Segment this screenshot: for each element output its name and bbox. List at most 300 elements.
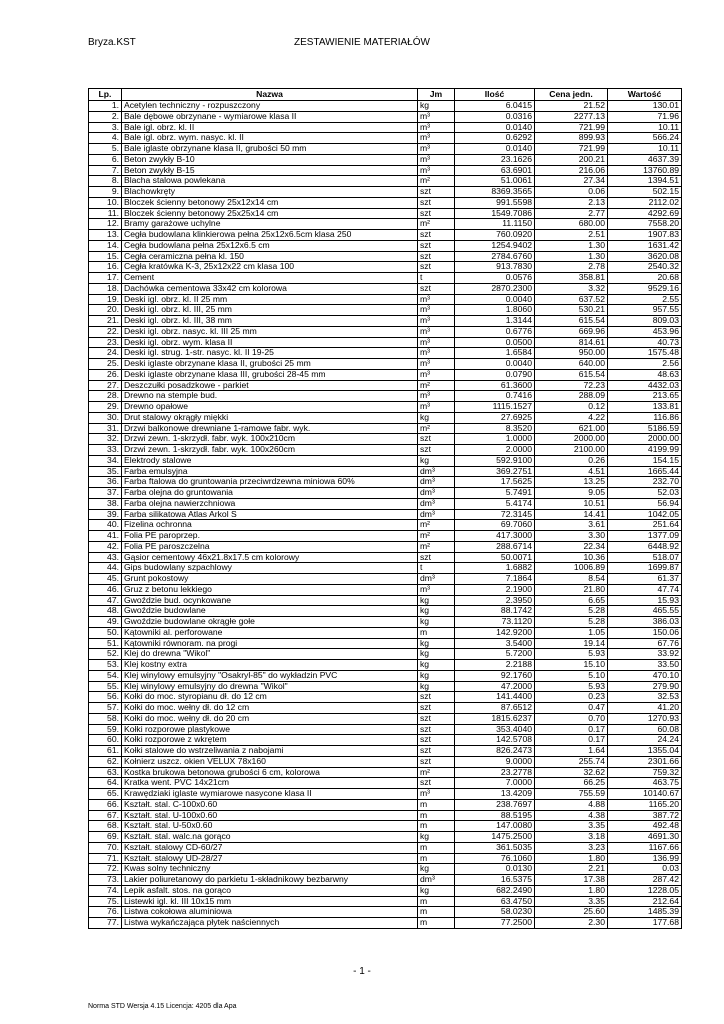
- cell-wartosc: 33.92: [608, 649, 682, 660]
- cell-ilosc: 0.0576: [455, 273, 535, 284]
- cell-cena: 1.80: [535, 853, 608, 864]
- cell-cena: 899.93: [535, 133, 608, 144]
- cell-lp: 16.: [89, 262, 122, 273]
- cell-nazwa: Elektrody stalowe: [122, 455, 418, 466]
- cell-cena: 3.23: [535, 842, 608, 853]
- cell-wartosc: 213.65: [608, 391, 682, 402]
- cell-jm: m: [418, 821, 455, 832]
- cell-ilosc: 58.0230: [455, 907, 535, 918]
- cell-nazwa: Cegła kratówka K-3, 25x12x22 cm klasa 100: [122, 262, 418, 273]
- cell-nazwa: Dachówka cementowa 33x42 cm kolorowa: [122, 283, 418, 294]
- cell-nazwa: Kształt. stal. walc.na gorąco: [122, 832, 418, 843]
- cell-lp: 66.: [89, 799, 122, 810]
- cell-nazwa: Acetylen techniczny - rozpuszczony: [122, 101, 418, 112]
- cell-cena: 22.34: [535, 541, 608, 552]
- cell-ilosc: 682.2490: [455, 885, 535, 896]
- cell-ilosc: 1475.2500: [455, 832, 535, 843]
- cell-cena: 216.06: [535, 165, 608, 176]
- cell-lp: 71.: [89, 853, 122, 864]
- cell-ilosc: 87.6512: [455, 703, 535, 714]
- cell-jm: szt: [418, 230, 455, 241]
- cell-ilosc: 51.0061: [455, 176, 535, 187]
- cell-nazwa: Listwa wykańczająca płytek naściennych: [122, 918, 418, 929]
- cell-cena: 2.13: [535, 197, 608, 208]
- cell-jm: kg: [418, 681, 455, 692]
- cell-ilosc: 0.0130: [455, 864, 535, 875]
- cell-ilosc: 63.6901: [455, 165, 535, 176]
- table-row: [89, 165, 682, 176]
- header-file-name: Bryza.KST: [88, 37, 136, 48]
- cell-nazwa: Cegła budowlana klinkierowa pełna 25x12x6.5cm klasa 250: [122, 230, 418, 241]
- cell-lp: 62.: [89, 756, 122, 767]
- cell-wartosc: 20.68: [608, 273, 682, 284]
- cell-jm: m³: [418, 165, 455, 176]
- cell-lp: 4.: [89, 133, 122, 144]
- cell-ilosc: 2784.6760: [455, 251, 535, 262]
- cell-ilosc: 73.1120: [455, 617, 535, 628]
- table-row: [89, 230, 682, 241]
- cell-nazwa: Lakier poliuretanowy do parkietu 1-składnikowy bezbarwny: [122, 875, 418, 886]
- cell-nazwa: Klej winylowy emulsyjny do drewna "Wikol": [122, 681, 418, 692]
- cell-ilosc: 238.7697: [455, 799, 535, 810]
- cell-nazwa: Kołki stalowe do wstrzeliwania z nabojami: [122, 746, 418, 757]
- cell-cena: 0.12: [535, 402, 608, 413]
- cell-cena: 2000.00: [535, 434, 608, 445]
- cell-wartosc: 10.11: [608, 144, 682, 155]
- table-row: [89, 133, 682, 144]
- cell-lp: 14.: [89, 240, 122, 251]
- cell-lp: 19.: [89, 294, 122, 305]
- cell-lp: 7.: [89, 165, 122, 176]
- cell-ilosc: 13.4209: [455, 789, 535, 800]
- cell-cena: 950.00: [535, 348, 608, 359]
- cell-lp: 43.: [89, 552, 122, 563]
- cell-cena: 66.25: [535, 778, 608, 789]
- cell-ilosc: 0.0040: [455, 294, 535, 305]
- table-row: [89, 176, 682, 187]
- cell-nazwa: Deski igl. obrz. wym. klasa II: [122, 337, 418, 348]
- cell-nazwa: Bale dębowe obrzynane - wymiarowe klasa II: [122, 111, 418, 122]
- cell-cena: 1.80: [535, 885, 608, 896]
- cell-ilosc: 1.6882: [455, 563, 535, 574]
- cell-nazwa: Bloczek ścienny betonowy 25x25x14 cm: [122, 208, 418, 219]
- cell-cena: 2100.00: [535, 445, 608, 456]
- cell-lp: 33.: [89, 445, 122, 456]
- cell-ilosc: 88.1742: [455, 606, 535, 617]
- table-row: [89, 821, 682, 832]
- table-row: [89, 552, 682, 563]
- cell-lp: 26.: [89, 369, 122, 380]
- cell-jm: m³: [418, 294, 455, 305]
- cell-wartosc: 463.75: [608, 778, 682, 789]
- cell-nazwa: Kołnierz uszcz. okien VELUX 78x160: [122, 756, 418, 767]
- col-header-nazwa: Nazwa: [122, 89, 418, 101]
- cell-wartosc: 1907.83: [608, 230, 682, 241]
- cell-jm: kg: [418, 455, 455, 466]
- table-row: [89, 842, 682, 853]
- cell-nazwa: Listewki igl. kl. III 10x15 mm: [122, 896, 418, 907]
- cell-nazwa: Deski iglaste obrzynane klasa III, grubości 28-45 mm: [122, 369, 418, 380]
- cell-ilosc: 23.2778: [455, 767, 535, 778]
- cell-ilosc: 11.1150: [455, 219, 535, 230]
- cell-cena: 755.59: [535, 789, 608, 800]
- cell-wartosc: 287.42: [608, 875, 682, 886]
- table-row: [89, 423, 682, 434]
- cell-ilosc: 1549.7086: [455, 208, 535, 219]
- cell-nazwa: Cegła ceramiczna pełna kl. 150: [122, 251, 418, 262]
- cell-wartosc: 470.10: [608, 670, 682, 681]
- cell-lp: 28.: [89, 391, 122, 402]
- cell-ilosc: 92.1760: [455, 670, 535, 681]
- cell-lp: 72.: [89, 864, 122, 875]
- cell-lp: 32.: [89, 434, 122, 445]
- cell-nazwa: Deski igl. strug. 1-str. nasyc. kl. II 19-25: [122, 348, 418, 359]
- cell-nazwa: Gwoździe budowlane okrągłe gołe: [122, 617, 418, 628]
- cell-cena: 27.34: [535, 176, 608, 187]
- cell-wartosc: 1394.51: [608, 176, 682, 187]
- cell-nazwa: Klej do drewna "Wikol": [122, 649, 418, 660]
- table-row: [89, 101, 682, 112]
- cell-ilosc: 142.9200: [455, 627, 535, 638]
- table-row: [89, 907, 682, 918]
- cell-jm: m³: [418, 154, 455, 165]
- cell-jm: dm³: [418, 488, 455, 499]
- cell-ilosc: 369.2751: [455, 466, 535, 477]
- cell-cena: 2.30: [535, 918, 608, 929]
- cell-nazwa: Drzwi balkonowe drewniane 1-ramowe fabr. wyk.: [122, 423, 418, 434]
- col-header-lp: Lp.: [89, 89, 122, 101]
- cell-lp: 45.: [89, 574, 122, 585]
- cell-cena: 5.93: [535, 681, 608, 692]
- cell-nazwa: Deszczułki posadzkowe - parkiet: [122, 380, 418, 391]
- cell-jm: m³: [418, 348, 455, 359]
- table-row: [89, 649, 682, 660]
- cell-lp: 53.: [89, 660, 122, 671]
- table-row: [89, 767, 682, 778]
- cell-lp: 60.: [89, 735, 122, 746]
- table-row: [89, 660, 682, 671]
- cell-nazwa: Cegła budowlana pełna 25x12x6.5 cm: [122, 240, 418, 251]
- table-row: [89, 681, 682, 692]
- cell-nazwa: Deski igl. obrz. kl. II 25 mm: [122, 294, 418, 305]
- table-row: [89, 477, 682, 488]
- table-row: [89, 778, 682, 789]
- cell-cena: 19.14: [535, 638, 608, 649]
- table-row: [89, 488, 682, 499]
- cell-wartosc: 10140.67: [608, 789, 682, 800]
- cell-ilosc: 1815.6237: [455, 713, 535, 724]
- cell-lp: 67.: [89, 810, 122, 821]
- col-header-jm: Jm: [418, 89, 455, 101]
- table-row: [89, 498, 682, 509]
- cell-lp: 8.: [89, 176, 122, 187]
- cell-nazwa: Farba olejna do gruntowania: [122, 488, 418, 499]
- cell-nazwa: Deski igl. obrz. kl. III, 25 mm: [122, 305, 418, 316]
- cell-nazwa: Drzwi zewn. 1-skrzydł. fabr. wyk. 100x210cm: [122, 434, 418, 445]
- cell-wartosc: 24.24: [608, 735, 682, 746]
- cell-lp: 39.: [89, 509, 122, 520]
- cell-nazwa: Kątowniki al. perforowane: [122, 627, 418, 638]
- cell-wartosc: 1167.66: [608, 842, 682, 853]
- cell-ilosc: 76.1060: [455, 853, 535, 864]
- col-header-wartosc: Wartość: [608, 89, 682, 101]
- cell-ilosc: 9.0000: [455, 756, 535, 767]
- cell-jm: m³: [418, 144, 455, 155]
- cell-jm: szt: [418, 746, 455, 757]
- cell-jm: m³: [418, 369, 455, 380]
- cell-nazwa: Folia PE paroprzep.: [122, 531, 418, 542]
- cell-jm: kg: [418, 412, 455, 423]
- cell-cena: 5.93: [535, 649, 608, 660]
- cell-nazwa: Kształt. stal. U-50x0.60: [122, 821, 418, 832]
- cell-lp: 64.: [89, 778, 122, 789]
- cell-lp: 69.: [89, 832, 122, 843]
- cell-jm: dm³: [418, 498, 455, 509]
- cell-jm: m³: [418, 122, 455, 133]
- cell-ilosc: 63.4750: [455, 896, 535, 907]
- table-row: [89, 402, 682, 413]
- cell-cena: 0.06: [535, 187, 608, 198]
- cell-nazwa: Beton zwykły B-15: [122, 165, 418, 176]
- cell-cena: 5.10: [535, 670, 608, 681]
- cell-cena: 0.17: [535, 724, 608, 735]
- cell-lp: 65.: [89, 789, 122, 800]
- cell-nazwa: Kątowniki równoram. na progi: [122, 638, 418, 649]
- cell-lp: 38.: [89, 498, 122, 509]
- cell-wartosc: 518.07: [608, 552, 682, 563]
- col-header-ilosc: Ilość: [455, 89, 535, 101]
- cell-wartosc: 60.08: [608, 724, 682, 735]
- cell-wartosc: 232.70: [608, 477, 682, 488]
- cell-nazwa: Drewno opałowe: [122, 402, 418, 413]
- table-row: [89, 853, 682, 864]
- cell-jm: szt: [418, 197, 455, 208]
- cell-wartosc: 177.68: [608, 918, 682, 929]
- cell-cena: 21.52: [535, 101, 608, 112]
- cell-ilosc: 77.2500: [455, 918, 535, 929]
- cell-jm: m³: [418, 133, 455, 144]
- cell-jm: dm³: [418, 466, 455, 477]
- table-row: [89, 369, 682, 380]
- cell-lp: 59.: [89, 724, 122, 735]
- cell-lp: 6.: [89, 154, 122, 165]
- cell-nazwa: Grunt pokostowy: [122, 574, 418, 585]
- cell-wartosc: 492.48: [608, 821, 682, 832]
- cell-wartosc: 56.94: [608, 498, 682, 509]
- cell-jm: szt: [418, 187, 455, 198]
- cell-ilosc: 142.5708: [455, 735, 535, 746]
- table-row: [89, 531, 682, 542]
- cell-wartosc: 566.24: [608, 133, 682, 144]
- cell-cena: 17.38: [535, 875, 608, 886]
- cell-nazwa: Kształt. stalowy CD-60/27: [122, 842, 418, 853]
- cell-ilosc: 361.5035: [455, 842, 535, 853]
- cell-jm: m³: [418, 789, 455, 800]
- cell-cena: 8.54: [535, 574, 608, 585]
- table-row: [89, 724, 682, 735]
- cell-wartosc: 7558.20: [608, 219, 682, 230]
- cell-nazwa: Kołki do moc. wełny dł. do 12 cm: [122, 703, 418, 714]
- cell-cena: 2277.13: [535, 111, 608, 122]
- cell-jm: m³: [418, 326, 455, 337]
- cell-lp: 44.: [89, 563, 122, 574]
- cell-jm: szt: [418, 713, 455, 724]
- cell-cena: 640.00: [535, 359, 608, 370]
- table-row: [89, 735, 682, 746]
- cell-jm: m³: [418, 111, 455, 122]
- cell-nazwa: Bale igl. obrz. kl. II: [122, 122, 418, 133]
- table-row: [89, 455, 682, 466]
- cell-cena: 15.10: [535, 660, 608, 671]
- cell-ilosc: 141.4400: [455, 692, 535, 703]
- cell-nazwa: Kołki rozporowe plastykowe: [122, 724, 418, 735]
- cell-cena: 13.25: [535, 477, 608, 488]
- cell-cena: 9.05: [535, 488, 608, 499]
- cell-lp: 52.: [89, 649, 122, 660]
- cell-lp: 25.: [89, 359, 122, 370]
- cell-wartosc: 1042.05: [608, 509, 682, 520]
- cell-jm: m: [418, 810, 455, 821]
- table-row: [89, 305, 682, 316]
- cell-nazwa: Deski igl. obrz. kl. III, 38 mm: [122, 316, 418, 327]
- cell-jm: szt: [418, 283, 455, 294]
- table-row: [89, 122, 682, 133]
- table-row: [89, 574, 682, 585]
- cell-nazwa: Kształt. stal. U-100x0.60: [122, 810, 418, 821]
- cell-cena: 3.61: [535, 520, 608, 531]
- cell-nazwa: Gwoździe bud. ocynkowane: [122, 595, 418, 606]
- cell-nazwa: Kształt. stalowy UD-28/27: [122, 853, 418, 864]
- cell-cena: 1.30: [535, 251, 608, 262]
- table-row: [89, 617, 682, 628]
- cell-ilosc: 417.3000: [455, 531, 535, 542]
- cell-lp: 40.: [89, 520, 122, 531]
- cell-ilosc: 2.2188: [455, 660, 535, 671]
- cell-ilosc: 8.3520: [455, 423, 535, 434]
- cell-ilosc: 7.1864: [455, 574, 535, 585]
- cell-lp: 1.: [89, 101, 122, 112]
- cell-ilosc: 61.3600: [455, 380, 535, 391]
- table-row: [89, 294, 682, 305]
- cell-nazwa: Kształt. stal. C-100x0.60: [122, 799, 418, 810]
- cell-nazwa: Gwoździe budowlane: [122, 606, 418, 617]
- table-row: [89, 348, 682, 359]
- cell-jm: m²: [418, 176, 455, 187]
- cell-jm: m²: [418, 219, 455, 230]
- table-row: [89, 316, 682, 327]
- table-row: [89, 627, 682, 638]
- cell-ilosc: 3.5400: [455, 638, 535, 649]
- table-row: [89, 326, 682, 337]
- cell-jm: szt: [418, 724, 455, 735]
- cell-ilosc: 1.3144: [455, 316, 535, 327]
- table-row: [89, 896, 682, 907]
- cell-wartosc: 1699.87: [608, 563, 682, 574]
- cell-wartosc: 67.76: [608, 638, 682, 649]
- cell-cena: 3.18: [535, 832, 608, 843]
- cell-wartosc: 40.73: [608, 337, 682, 348]
- cell-cena: 530.21: [535, 305, 608, 316]
- cell-jm: kg: [418, 638, 455, 649]
- table-row: [89, 520, 682, 531]
- cell-cena: 4.38: [535, 810, 608, 821]
- cell-wartosc: 957.55: [608, 305, 682, 316]
- cell-wartosc: 71.96: [608, 111, 682, 122]
- cell-nazwa: Lepik asfalt. stos. na gorąco: [122, 885, 418, 896]
- cell-jm: m³: [418, 305, 455, 316]
- cell-wartosc: 1575.48: [608, 348, 682, 359]
- cell-jm: kg: [418, 649, 455, 660]
- cell-jm: m: [418, 627, 455, 638]
- cell-ilosc: 0.6292: [455, 133, 535, 144]
- cell-jm: m³: [418, 584, 455, 595]
- cell-cena: 6.65: [535, 595, 608, 606]
- cell-jm: m³: [418, 402, 455, 413]
- cell-wartosc: 9529.16: [608, 283, 682, 294]
- cell-nazwa: Kołki do moc. styropianu dł. do 12 cm: [122, 692, 418, 703]
- cell-jm: kg: [418, 885, 455, 896]
- table-row: [89, 864, 682, 875]
- cell-lp: 2.: [89, 111, 122, 122]
- cell-ilosc: 1.0000: [455, 434, 535, 445]
- cell-ilosc: 0.0140: [455, 144, 535, 155]
- cell-jm: kg: [418, 832, 455, 843]
- table-row: [89, 359, 682, 370]
- table-row: [89, 746, 682, 757]
- table-row: [89, 713, 682, 724]
- table-row: [89, 219, 682, 230]
- cell-wartosc: 10.11: [608, 122, 682, 133]
- cell-wartosc: 15.93: [608, 595, 682, 606]
- materials-table: [88, 88, 682, 929]
- cell-jm: t: [418, 563, 455, 574]
- cell-wartosc: 387.72: [608, 810, 682, 821]
- cell-wartosc: 502.15: [608, 187, 682, 198]
- cell-wartosc: 13760.89: [608, 165, 682, 176]
- table-row: [89, 262, 682, 273]
- cell-jm: m: [418, 918, 455, 929]
- cell-ilosc: 50.0071: [455, 552, 535, 563]
- cell-wartosc: 0.03: [608, 864, 682, 875]
- cell-wartosc: 212.64: [608, 896, 682, 907]
- cell-ilosc: 0.7416: [455, 391, 535, 402]
- cell-jm: kg: [418, 595, 455, 606]
- cell-cena: 680.00: [535, 219, 608, 230]
- cell-jm: szt: [418, 778, 455, 789]
- cell-lp: 13.: [89, 230, 122, 241]
- cell-ilosc: 2.3950: [455, 595, 535, 606]
- cell-lp: 58.: [89, 713, 122, 724]
- cell-lp: 74.: [89, 885, 122, 896]
- table-row: [89, 756, 682, 767]
- cell-ilosc: 1254.9402: [455, 240, 535, 251]
- cell-lp: 63.: [89, 767, 122, 778]
- cell-wartosc: 1377.09: [608, 531, 682, 542]
- cell-nazwa: Klej winylowy emulsyjny "Osakryl-85" do wykładzin PVC: [122, 670, 418, 681]
- cell-ilosc: 8369.3565: [455, 187, 535, 198]
- cell-ilosc: 23.1626: [455, 154, 535, 165]
- cell-lp: 76.: [89, 907, 122, 918]
- cell-wartosc: 48.63: [608, 369, 682, 380]
- cell-jm: dm³: [418, 477, 455, 488]
- cell-lp: 51.: [89, 638, 122, 649]
- cell-jm: szt: [418, 251, 455, 262]
- table-row: [89, 789, 682, 800]
- cell-cena: 615.54: [535, 369, 608, 380]
- cell-nazwa: Farba emulsyjna: [122, 466, 418, 477]
- cell-wartosc: 251.64: [608, 520, 682, 531]
- cell-nazwa: Krawędziaki iglaste wymiarowe nasycone klasa II: [122, 789, 418, 800]
